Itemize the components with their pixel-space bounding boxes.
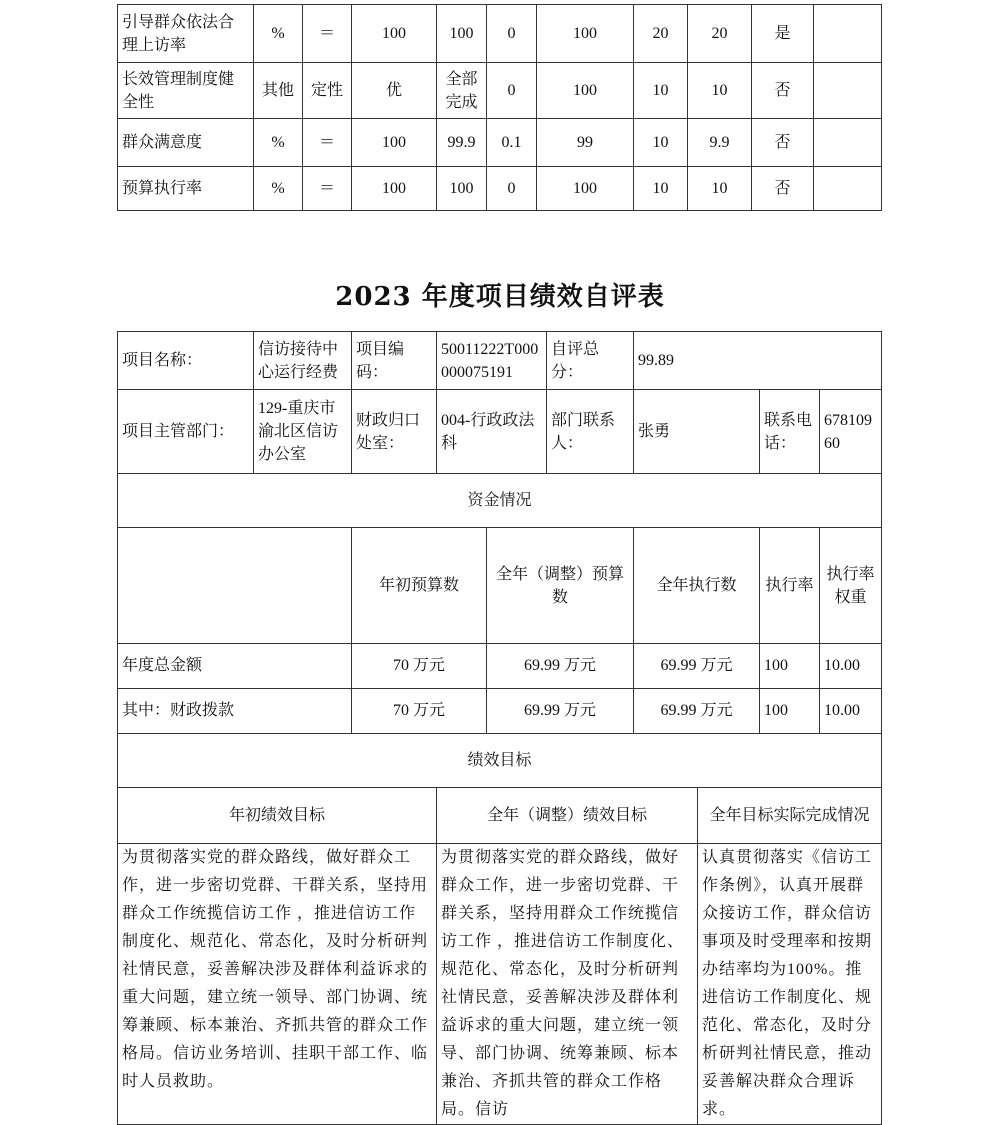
goals-content-row — [118, 844, 882, 1125]
self-score-label: 自评总分： — [547, 332, 634, 390]
indicator-flag: 否 — [752, 167, 814, 211]
self-evaluation-table — [117, 331, 882, 1125]
indicator-note — [814, 63, 882, 119]
indicator-name: 预算执行率 — [118, 167, 254, 211]
project-code-value: 50011222T000000075191 — [437, 332, 547, 390]
goals-header-initial: 年初绩效目标 — [118, 788, 437, 844]
funds-rate: 100 — [760, 644, 820, 689]
indicator-weight: 10 — [634, 63, 688, 119]
indicator-rate: 99 — [537, 119, 634, 167]
indicator-score: 20 — [688, 5, 752, 63]
funds-section-row — [118, 474, 882, 528]
indicator-weight: 20 — [634, 5, 688, 63]
phone-value: 67810960 — [820, 390, 882, 474]
indicator-rate: 100 — [537, 63, 634, 119]
indicator-unit: % — [254, 167, 303, 211]
self-score-value: 99.89 — [634, 332, 882, 390]
funds-header-row — [118, 528, 882, 644]
funds-weight: 10.00 — [820, 689, 882, 734]
indicator-note — [814, 167, 882, 211]
funds-section-title: 资金情况 — [118, 474, 882, 528]
indicator-rate: 100 — [537, 167, 634, 211]
indicator-name: 群众满意度 — [118, 119, 254, 167]
funds-header-adjusted: 全年（调整）预算数 — [487, 528, 634, 644]
funds-header-executed: 全年执行数 — [634, 528, 760, 644]
indicator-flag: 否 — [752, 119, 814, 167]
indicator-actual: 全部完成 — [437, 63, 487, 119]
indicator-note — [814, 119, 882, 167]
goals-section-title: 绩效目标 — [118, 734, 882, 788]
indicator-unit: % — [254, 5, 303, 63]
funds-header-initial: 年初预算数 — [352, 528, 487, 644]
funds-adjusted: 69.99 万元 — [487, 689, 634, 734]
indicator-deviation: 0 — [487, 5, 537, 63]
indicator-unit: 其他 — [254, 63, 303, 119]
finance-value: 004-行政政法科 — [437, 390, 547, 474]
indicator-row — [118, 119, 882, 167]
funds-weight: 10.00 — [820, 644, 882, 689]
funds-row-label: 年度总金额 — [118, 644, 352, 689]
indicator-table — [117, 4, 882, 211]
indicator-operator: ＝ — [303, 119, 352, 167]
indicator-actual: 100 — [437, 5, 487, 63]
funds-row-total — [118, 644, 882, 689]
funds-header-rate: 执行率 — [760, 528, 820, 644]
indicator-deviation: 0 — [487, 167, 537, 211]
indicator-operator: ＝ — [303, 167, 352, 211]
dept-value: 129-重庆市渝北区信访办公室 — [254, 390, 352, 474]
funds-executed: 69.99 万元 — [634, 644, 760, 689]
indicator-target: 100 — [352, 5, 437, 63]
indicator-row — [118, 167, 882, 211]
funds-initial: 70 万元 — [352, 644, 487, 689]
indicator-flag: 否 — [752, 63, 814, 119]
dept-label: 项目主管部门： — [118, 390, 254, 474]
funds-initial: 70 万元 — [352, 689, 487, 734]
goals-adjusted-text: 为贯彻落实党的群众路线，做好群众工作，进一步密切党群、干群关系，坚持用群众工作统揽信访工作 ，推进信访工作制度化、规范化、常态化，及时分析研判社情民意，妥善解决涉及群体利益诉求的重大问题，建立统一领导、部门协调、统筹兼顾、标本兼治、齐抓共管的群众工作格局。信访 — [437, 844, 698, 1125]
indicator-deviation: 0 — [487, 63, 537, 119]
goals-initial-text: 为贯彻落实党的群众路线，做好群众工作，进一步密切党群、干群关系，坚持用群众工作统揽信访工作 ，推进信访工作制度化、规范化、常态化，及时分析研判社情民意，妥善解决涉及群体利益诉求的重大问题，建立统一领导、部门协调、统筹兼顾、标本兼治、齐抓共管的群众工作格局。信访业务培训、挂职干部工作、临时人员救助。 — [118, 844, 437, 1125]
indicator-name: 引导群众依法合理上访率 — [118, 5, 254, 63]
department-row — [118, 390, 882, 474]
funds-executed: 69.99 万元 — [634, 689, 760, 734]
indicator-score: 10 — [688, 167, 752, 211]
indicator-target: 100 — [352, 167, 437, 211]
funds-header-weight: 执行率权重 — [820, 528, 882, 644]
project-name-value: 信访接待中心运行经费 — [254, 332, 352, 390]
indicator-name: 长效管理制度健全性 — [118, 63, 254, 119]
indicator-score: 9.9 — [688, 119, 752, 167]
indicator-operator: 定性 — [303, 63, 352, 119]
goals-section-row — [118, 734, 882, 788]
funds-header-blank — [118, 528, 352, 644]
indicator-target: 100 — [352, 119, 437, 167]
project-info-row — [118, 332, 882, 390]
indicator-actual: 100 — [437, 167, 487, 211]
project-code-label: 项目编码： — [352, 332, 437, 390]
funds-row-fiscal — [118, 689, 882, 734]
funds-adjusted: 69.99 万元 — [487, 644, 634, 689]
indicator-target: 优 — [352, 63, 437, 119]
indicator-flag: 是 — [752, 5, 814, 63]
indicator-note — [814, 5, 882, 63]
indicator-row — [118, 63, 882, 119]
funds-row-label: 其中：财政拨款 — [118, 689, 352, 734]
indicator-score: 10 — [688, 63, 752, 119]
indicator-actual: 99.9 — [437, 119, 487, 167]
phone-label: 联系电话： — [760, 390, 820, 474]
project-name-label: 项目名称： — [118, 332, 254, 390]
funds-rate: 100 — [760, 689, 820, 734]
goals-header-adjusted: 全年（调整）绩效目标 — [437, 788, 698, 844]
indicator-unit: % — [254, 119, 303, 167]
indicator-weight: 10 — [634, 167, 688, 211]
contact-label: 部门联系人： — [547, 390, 634, 474]
indicator-operator: ＝ — [303, 5, 352, 63]
finance-label: 财政归口处室： — [352, 390, 437, 474]
indicator-weight: 10 — [634, 119, 688, 167]
contact-value: 张勇 — [634, 390, 760, 474]
goals-actual-text: 认真贯彻落实《信访工作条例》，认真开展群众接访工作，群众信访事项及时受理率和按期办结率均为100%。推进信访工作制度化、规范化、常态化，及时分析研判社情民意，推动妥善解决群众合理诉求。 — [698, 844, 882, 1125]
indicator-rate: 100 — [537, 5, 634, 63]
goals-header-row — [118, 788, 882, 844]
page-title: 2023 年度项目绩效自评表 — [335, 282, 665, 312]
indicator-row — [118, 5, 882, 63]
goals-header-actual: 全年目标实际完成情况 — [698, 788, 882, 844]
indicator-deviation: 0.1 — [487, 119, 537, 167]
